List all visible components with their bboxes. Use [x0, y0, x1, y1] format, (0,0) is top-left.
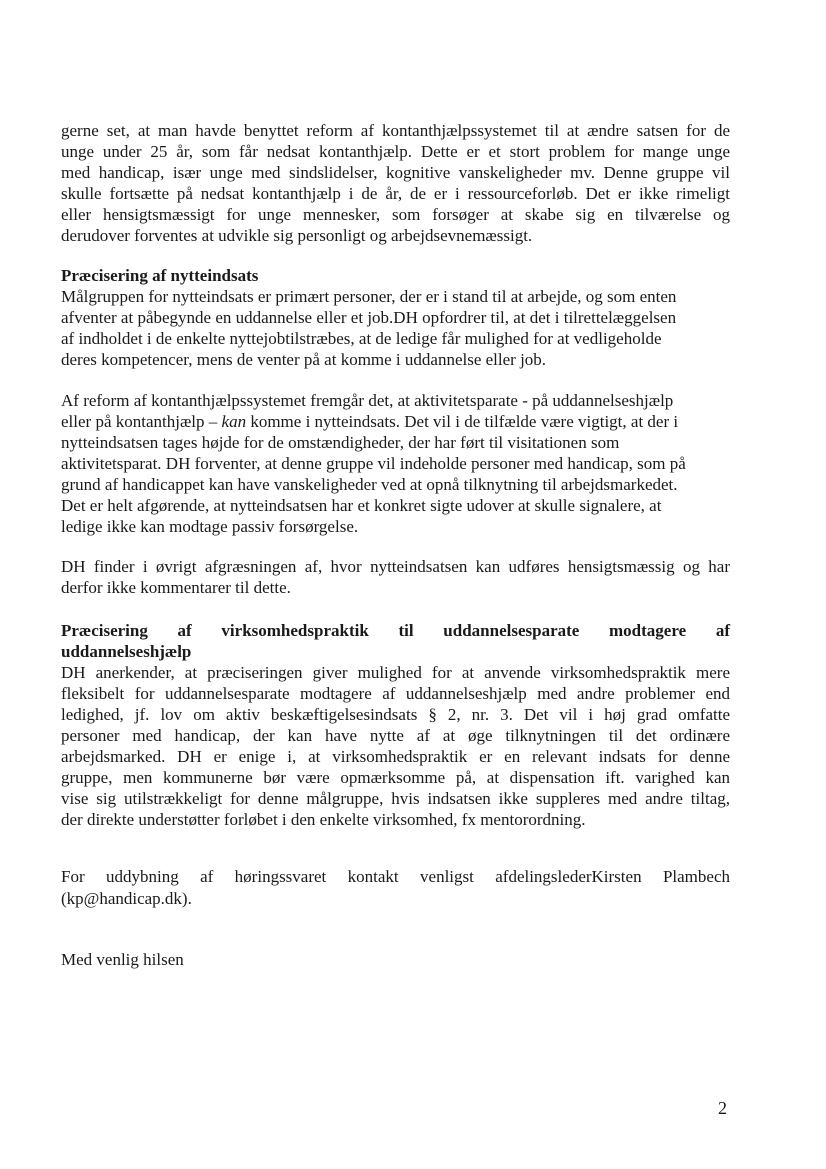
text-line: DH anerkender, at præciseringen giver mulighed for at anvende virksomhedspraktik mere: [61, 663, 730, 682]
text-line: Målgruppen for nytteindsats er primært personer, der er i stand til at arbejde, og som enten: [61, 287, 677, 306]
text-line: DH finder i øvrigt afgræsningen af, hvor nytteindsatsen kan udføres hensigtsmæssig og har: [61, 557, 730, 576]
text-line: [61, 411, 730, 432]
section-heading: Præcisering af virksomhedspraktik til uddannelsesparate modtagere af: [61, 621, 730, 640]
text-line: eller hensigtsmæssigt for unge mennesker, som forsøger at skabe sig en tilværelse og: [61, 205, 730, 224]
text-line: Af reform af kontanthjælpssystemet fremgår det, at aktivitetsparate - på uddannelseshjælp: [61, 391, 674, 410]
closing-salutation: Med venlig hilsen: [61, 950, 184, 969]
text-segment: eller på kontanthjælp –: [61, 412, 222, 431]
text-line: nytteindsatsen tages højde for de omstændigheder, der har ført til visitationen som: [61, 433, 620, 452]
text-line: ledighed, jf. lov om aktiv beskæftigelsesindsats § 2, nr. 3. Det vil i høj grad omfatte: [61, 705, 730, 724]
text-line: derudover forventes at udvikle sig personligt og arbejdsevnemæssigt.: [61, 226, 533, 245]
text-line: Det er helt afgørende, at nytteindsatsen har et konkret sigte udover at skulle signalere, at: [61, 496, 662, 515]
text-line: af indholdet i de enkelte nyttejobtilstræbes, at de ledige får mulighed for at vedligeholde: [61, 329, 662, 348]
text-line: aktivitetsparat. DH forventer, at denne gruppe vil indeholde personer med handicap, som på: [61, 454, 686, 473]
text-line: personer med handicap, der kan have nytte af at øge tilknytningen til det ordinære: [61, 726, 730, 745]
section-nytteindsats: [61, 265, 730, 370]
contact-paragraph: [61, 866, 730, 910]
contact-line: For uddybning af høringssvaret kontakt venligst afdelingslederKirsten Plambech: [61, 867, 730, 886]
text-line: vise sig utilstrækkeligt for denne målgruppe, hvis indsatsen ikke suppleres med andre tiltag,: [61, 789, 730, 808]
text-segment: komme i nytteindsats. Det vil i de tilfælde være vigtigt, at der i: [246, 412, 679, 431]
page-number: 2: [718, 1098, 727, 1118]
text-line: grund af handicappet kan have vanskeligheder ved at opnå tilknytning til arbejdsmarkedet.: [61, 475, 678, 494]
paragraph-aktivitetsparate: [61, 390, 730, 537]
paragraph-afgraesning: [61, 556, 730, 598]
text-line: arbejdsmarked. DH er enige i, at virksomhedspraktik er en relevant indsats for denne: [61, 747, 730, 766]
text-line: med handicap, især unge med sindslidelser, kognitive vanskeligheder mv. Denne gruppe vil: [61, 163, 730, 182]
text-line: unge under 25 år, som får nedsat kontanthjælp. Dette er et stort problem for mange unge: [61, 142, 730, 161]
contact-email: (kp@handicap.dk).: [61, 889, 192, 908]
text-line: skulle fortsætte på nedsat kontanthjælp i de år, de er i ressourceforløb. Det er ikke rimeligt: [61, 184, 730, 203]
text-line: der direkte understøtter forløbet i den enkelte virksomhed, fx mentorordning.: [61, 810, 586, 829]
section-heading-continued: uddannelseshjælp: [61, 642, 192, 661]
emphasis-text: kan: [221, 412, 247, 431]
text-line: ledige ikke kan modtage passiv forsørgelse.: [61, 517, 359, 536]
text-line: gruppe, men kommunerne bør være opmærksomme på, at dispensation ift. varighed kan: [61, 768, 730, 787]
paragraph-intro: [61, 120, 730, 246]
text-line: afventer at påbegynde en uddannelse eller et job.DH opfordrer til, at det i tilrettelæggelsen: [61, 308, 677, 327]
section-virksomhedspraktik: [61, 620, 730, 830]
text-line: fleksibelt for uddannelsesparate modtagere af uddannelseshjælp med andre problemer end: [61, 684, 730, 703]
text-line: gerne set, at man havde benyttet reform af kontanthjælpssystemet til at ændre satsen for de: [61, 121, 730, 140]
section-heading: Præcisering af nytteindsats: [61, 266, 259, 285]
text-line: deres kompetencer, mens de venter på at komme i uddannelse eller job.: [61, 350, 547, 369]
text-line: derfor ikke kommentarer til dette.: [61, 578, 291, 597]
